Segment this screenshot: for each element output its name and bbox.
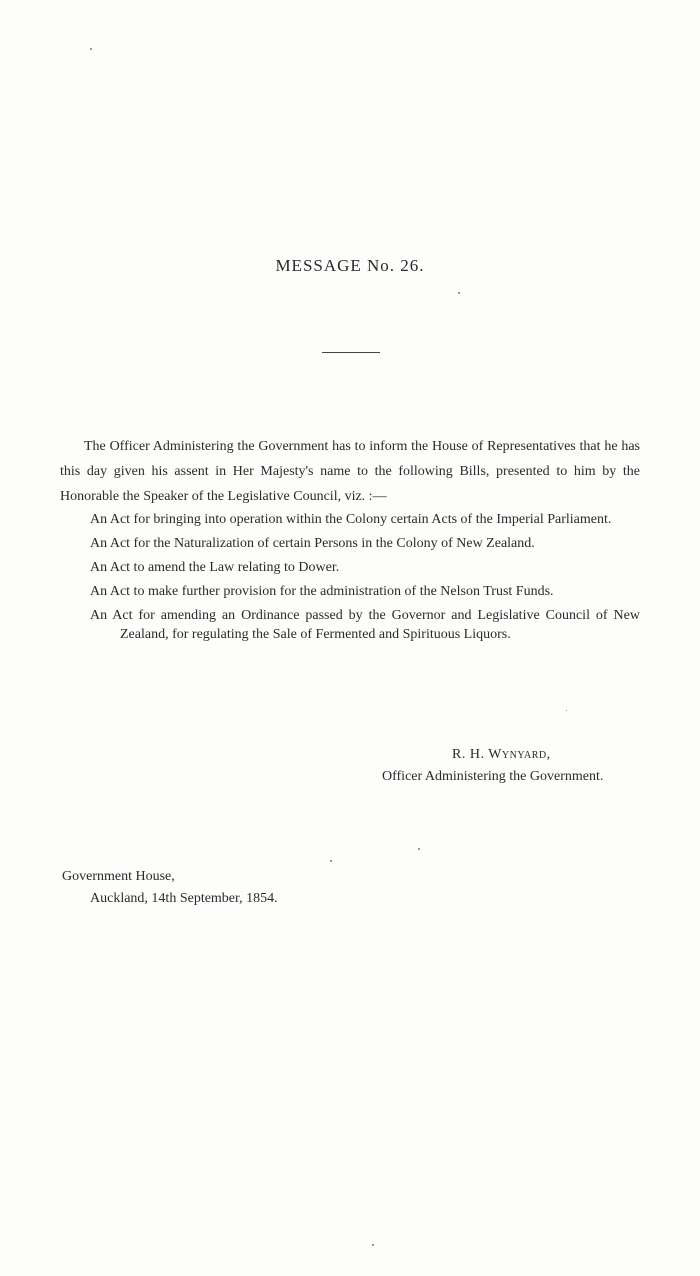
address-line-2: Auckland, 14th September, 1854. bbox=[90, 891, 278, 906]
paper-speck bbox=[372, 1244, 374, 1246]
signatory-name: R. H. Wynyard, bbox=[452, 747, 551, 762]
intro-paragraph: The Officer Administering the Government has to inform the House of Representatives that he has this day given his assent in Her Majesty's name to the following Bills, presented to him by the Honorable the Speaker of the Legislative Council, viz. :— bbox=[60, 439, 640, 504]
act-item: An Act for the Naturalization of certain Persons in the Colony of New Zealand. bbox=[90, 536, 535, 551]
acts-list bbox=[90, 510, 640, 649]
address-block bbox=[62, 866, 362, 910]
paper-speck bbox=[566, 710, 567, 711]
act-item: An Act for bringing into operation within the Colony certain Acts of the Imperial Parliament. bbox=[90, 512, 612, 527]
signatory-title: Officer Administering the Government. bbox=[382, 769, 604, 784]
address-line-1: Government House, bbox=[62, 869, 175, 884]
act-item: An Act to amend the Law relating to Dower. bbox=[90, 560, 340, 575]
paper-speck bbox=[330, 860, 332, 862]
title-divider bbox=[322, 352, 380, 353]
paper-speck bbox=[90, 48, 92, 50]
paper-speck bbox=[458, 292, 460, 294]
signature-block bbox=[370, 744, 660, 788]
act-item: An Act to make further provision for the administration of the Nelson Trust Funds. bbox=[90, 584, 554, 599]
act-item: An Act for amending an Ordinance passed by the Governor and Legislative Council of New Zealand, for regulating the Sale of Fermented and Spirituous Liquors. bbox=[90, 608, 640, 642]
paper-speck bbox=[418, 848, 420, 850]
message-title: MESSAGE No. 26. bbox=[275, 256, 425, 275]
